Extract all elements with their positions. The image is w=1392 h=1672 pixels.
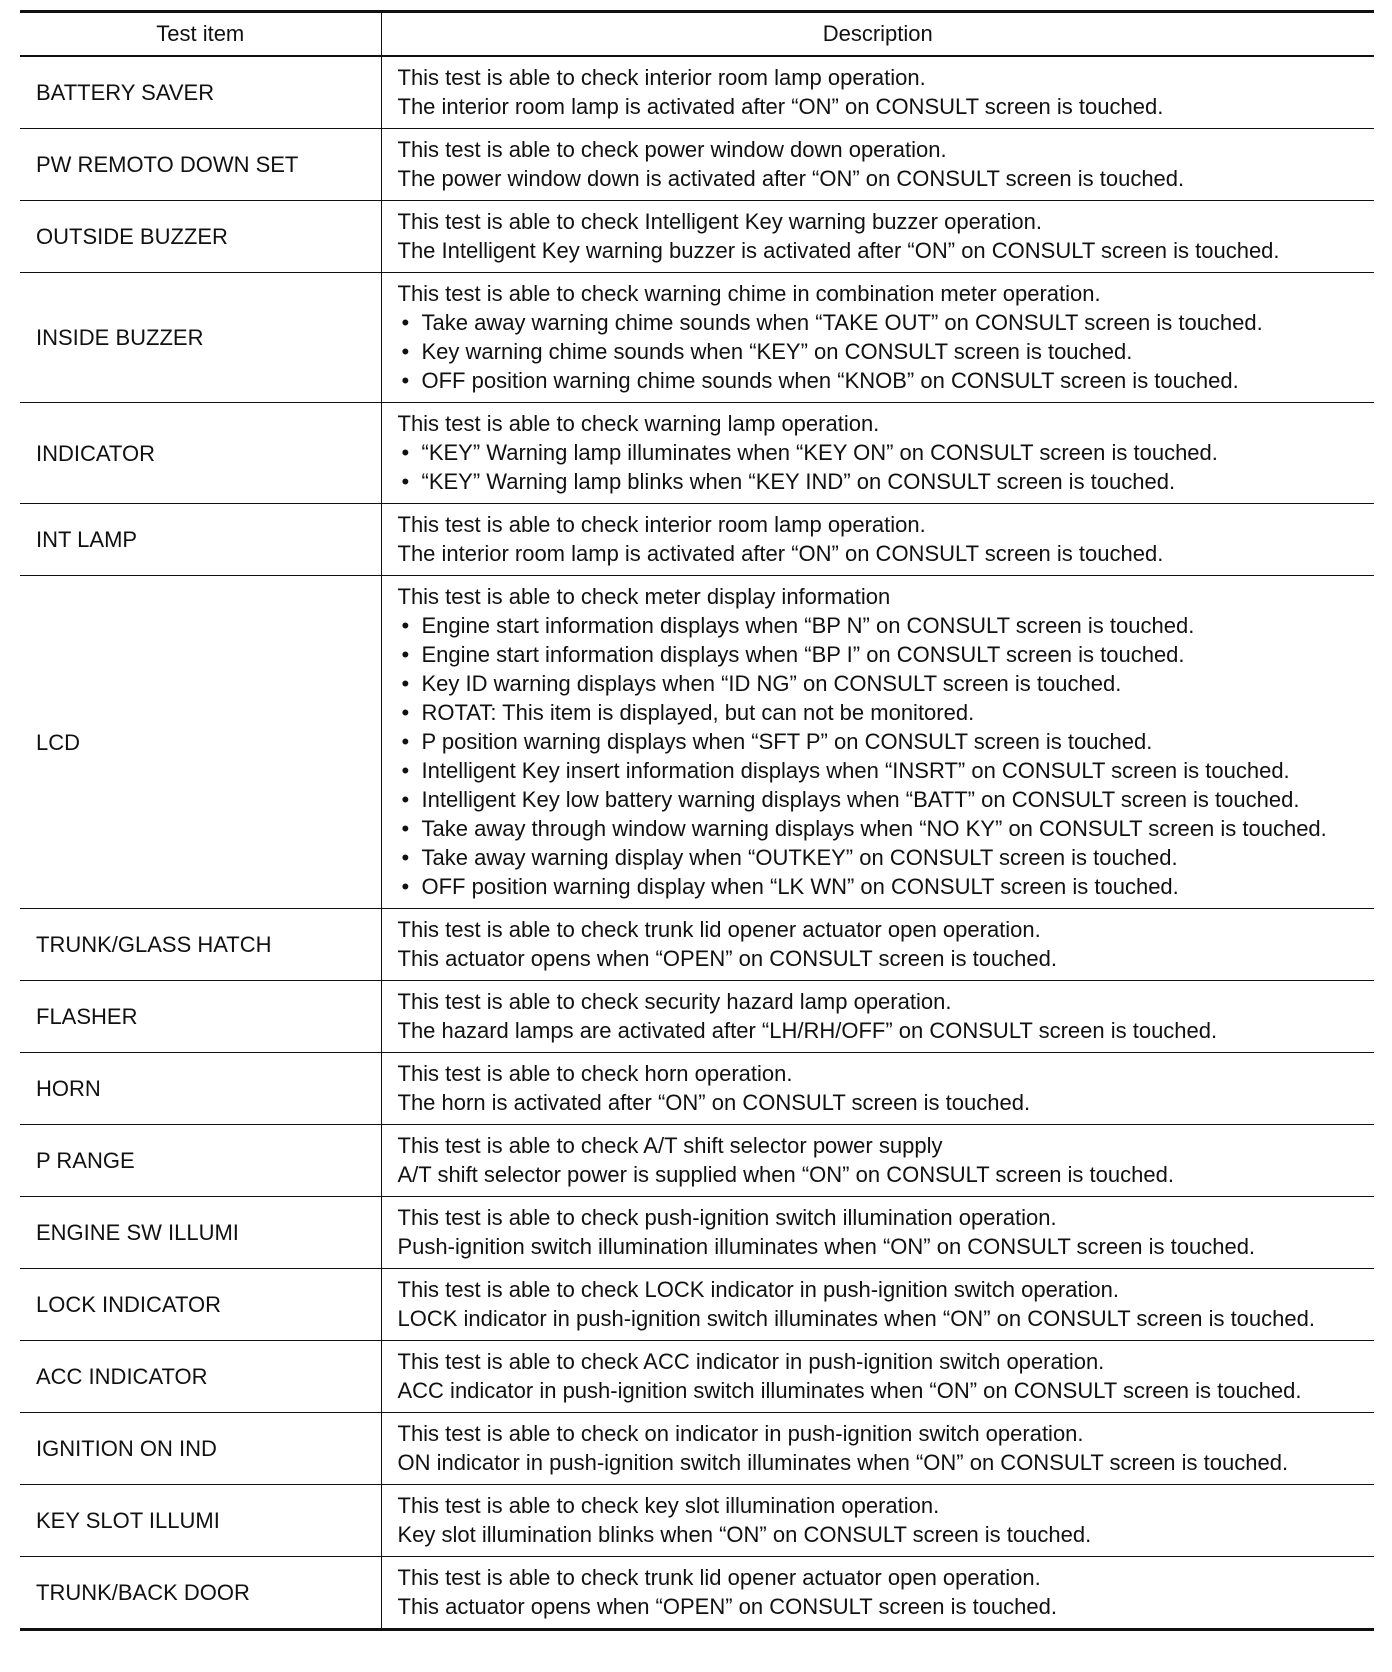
test-item-name: LCD [20, 576, 381, 909]
description-bullet: • Take away warning display when “OUTKEY” on CONSULT screen is touched. [398, 843, 1367, 872]
test-item-name: INT LAMP [20, 504, 381, 576]
test-item-name: P RANGE [20, 1125, 381, 1197]
test-item-description [381, 1053, 1374, 1125]
test-item-name: ACC INDICATOR [20, 1341, 381, 1413]
table-row [20, 1485, 1374, 1557]
description-bullet: • Take away through window warning displays when “NO KY” on CONSULT screen is touched. [398, 814, 1367, 843]
test-item-description [381, 1485, 1374, 1557]
description-line: This test is able to check key slot illumination operation. [397, 1493, 940, 1518]
description-line: This actuator opens when “OPEN” on CONSULT screen is touched. [397, 1594, 1057, 1619]
description-bullet: • Engine start information displays when “BP I” on CONSULT screen is touched. [398, 640, 1367, 669]
description-line: Key slot illumination blinks when “ON” on CONSULT screen is touched. [397, 1522, 1092, 1547]
test-item-name: BATTERY SAVER [20, 56, 381, 129]
test-item-description [381, 1125, 1374, 1197]
test-item-description [381, 1197, 1374, 1269]
test-item-description [381, 1557, 1374, 1630]
test-item-description [381, 981, 1374, 1053]
test-item-name: PW REMOTO DOWN SET [20, 129, 381, 201]
test-item-description [381, 403, 1374, 504]
header-test-item: Test item [20, 12, 381, 57]
test-item-table-container [20, 10, 1374, 1631]
test-item-name: INDICATOR [20, 403, 381, 504]
test-item-table [20, 10, 1374, 1631]
description-line: This test is able to check trunk lid opener actuator open operation. [397, 1565, 1041, 1590]
description-line: This actuator opens when “OPEN” on CONSULT screen is touched. [397, 946, 1057, 971]
table-row [20, 1197, 1374, 1269]
description-bullet: • Intelligent Key insert information displays when “INSRT” on CONSULT screen is touched. [398, 756, 1367, 785]
test-item-name: HORN [20, 1053, 381, 1125]
description-line: This test is able to check Intelligent Key warning buzzer operation. [397, 209, 1042, 234]
test-item-description [381, 576, 1374, 909]
table-header-row [20, 12, 1374, 57]
test-item-name: OUTSIDE BUZZER [20, 201, 381, 273]
table-row [20, 1413, 1374, 1485]
header-description: Description [381, 12, 1374, 57]
table-row [20, 981, 1374, 1053]
description-bullet: • Intelligent Key low battery warning displays when “BATT” on CONSULT screen is touched. [398, 785, 1367, 814]
table-row [20, 273, 1374, 403]
description-bullet: • OFF position warning display when “LK WN” on CONSULT screen is touched. [398, 872, 1367, 901]
table-row [20, 1341, 1374, 1413]
description-line: The interior room lamp is activated after “ON” on CONSULT screen is touched. [397, 541, 1164, 566]
description-bullet: • OFF position warning chime sounds when “KNOB” on CONSULT screen is touched. [398, 366, 1367, 395]
test-item-name: ENGINE SW ILLUMI [20, 1197, 381, 1269]
table-row [20, 1125, 1374, 1197]
test-item-name: LOCK INDICATOR [20, 1269, 381, 1341]
table-row [20, 576, 1374, 909]
table-row [20, 1053, 1374, 1125]
description-line: This test is able to check security hazard lamp operation. [397, 989, 952, 1014]
test-item-description [381, 504, 1374, 576]
test-item-name: IGNITION ON IND [20, 1413, 381, 1485]
test-item-description [381, 1269, 1374, 1341]
table-row [20, 403, 1374, 504]
description-line: This test is able to check A/T shift selector power supply [397, 1133, 943, 1158]
test-item-description [381, 56, 1374, 129]
description-line: This test is able to check ACC indicator in push-ignition switch operation. [397, 1349, 1105, 1374]
description-line: This test is able to check push-ignition switch illumination operation. [397, 1205, 1057, 1230]
description-line: This test is able to check trunk lid opener actuator open operation. [397, 917, 1041, 942]
description-bullet: • Engine start information displays when “BP N” on CONSULT screen is touched. [398, 611, 1367, 640]
description-line: This test is able to check meter display information [397, 584, 891, 609]
test-item-name: TRUNK/GLASS HATCH [20, 909, 381, 981]
description-bullet: • P position warning displays when “SFT P” on CONSULT screen is touched. [398, 727, 1367, 756]
table-row [20, 1269, 1374, 1341]
table-row [20, 909, 1374, 981]
table-row [20, 504, 1374, 576]
description-line: This test is able to check interior room lamp operation. [397, 65, 926, 90]
description-line: Push-ignition switch illumination illuminates when “ON” on CONSULT screen is touched. [397, 1234, 1256, 1259]
table-body [20, 56, 1374, 1630]
description-line: This test is able to check interior room lamp operation. [397, 512, 926, 537]
description-line: This test is able to check warning chime in combination meter operation. [397, 281, 1101, 306]
description-line: The power window down is activated after “ON” on CONSULT screen is touched. [397, 166, 1185, 191]
description-bullet: • Key warning chime sounds when “KEY” on CONSULT screen is touched. [398, 337, 1367, 366]
description-line: This test is able to check horn operation. [397, 1061, 793, 1086]
test-item-description [381, 201, 1374, 273]
test-item-description [381, 273, 1374, 403]
description-line: This test is able to check LOCK indicator in push-ignition switch operation. [397, 1277, 1119, 1302]
description-line: This test is able to check warning lamp operation. [397, 411, 880, 436]
description-bullet: • “KEY” Warning lamp blinks when “KEY IND” on CONSULT screen is touched. [398, 467, 1367, 496]
description-line: The interior room lamp is activated after “ON” on CONSULT screen is touched. [397, 94, 1164, 119]
test-item-name: TRUNK/BACK DOOR [20, 1557, 381, 1630]
description-line: This test is able to check power window down operation. [397, 137, 947, 162]
test-item-description [381, 909, 1374, 981]
description-line: The hazard lamps are activated after “LH/RH/OFF” on CONSULT screen is touched. [397, 1018, 1218, 1043]
description-bullet: • Key ID warning displays when “ID NG” on CONSULT screen is touched. [398, 669, 1367, 698]
description-line: A/T shift selector power is supplied when “ON” on CONSULT screen is touched. [397, 1162, 1174, 1187]
table-row [20, 56, 1374, 129]
table-row [20, 129, 1374, 201]
test-item-name: FLASHER [20, 981, 381, 1053]
description-line: The Intelligent Key warning buzzer is activated after “ON” on CONSULT screen is touched. [397, 238, 1280, 263]
description-bullet: • “KEY” Warning lamp illuminates when “KEY ON” on CONSULT screen is touched. [398, 438, 1367, 467]
description-line: This test is able to check on indicator in push-ignition switch operation. [397, 1421, 1084, 1446]
test-item-description [381, 129, 1374, 201]
test-item-name: INSIDE BUZZER [20, 273, 381, 403]
description-line: ACC indicator in push-ignition switch illuminates when “ON” on CONSULT screen is touched. [397, 1378, 1302, 1403]
description-line: LOCK indicator in push-ignition switch illuminates when “ON” on CONSULT screen is touched. [397, 1306, 1315, 1331]
description-line: ON indicator in push-ignition switch illuminates when “ON” on CONSULT screen is touched. [397, 1450, 1289, 1475]
table-row [20, 1557, 1374, 1630]
description-line: The horn is activated after “ON” on CONSULT screen is touched. [397, 1090, 1031, 1115]
description-bullet: • ROTAT: This item is displayed, but can not be monitored. [398, 698, 1367, 727]
test-item-description [381, 1341, 1374, 1413]
test-item-name: KEY SLOT ILLUMI [20, 1485, 381, 1557]
table-row [20, 201, 1374, 273]
test-item-description [381, 1413, 1374, 1485]
description-bullet: • Take away warning chime sounds when “TAKE OUT” on CONSULT screen is touched. [398, 308, 1367, 337]
